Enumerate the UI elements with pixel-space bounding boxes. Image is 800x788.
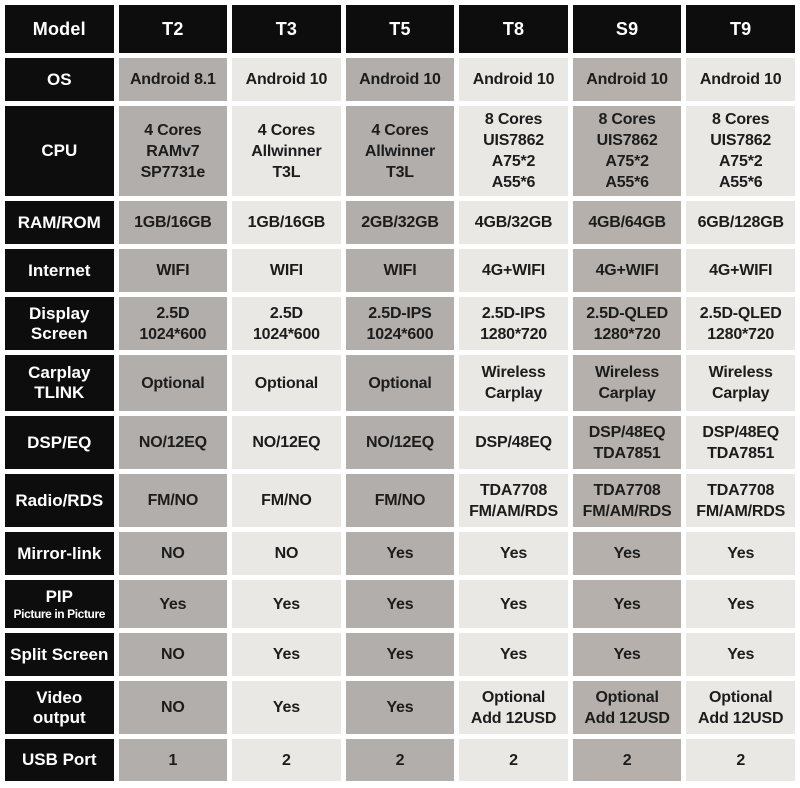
- cell-line: T3L: [386, 163, 414, 181]
- cell-t8-cpu: [459, 106, 568, 196]
- cell-t2-internet: [119, 249, 228, 292]
- cell-line: A55*6: [605, 174, 649, 191]
- cell-line: Wireless: [708, 364, 773, 381]
- cell-line: DSP/48EQ: [702, 423, 780, 441]
- cell-t8-video-output: [459, 681, 568, 734]
- spec-row-video-output: [5, 681, 795, 734]
- cell-s9-cpu: [573, 106, 682, 196]
- cell-line: UIS7862: [710, 132, 772, 149]
- row-label-line: Split Screen: [10, 644, 109, 664]
- cell-line: RAMv7: [146, 142, 200, 160]
- row-label-dsp-eq: [5, 416, 114, 469]
- cell-line: 1024*600: [139, 325, 207, 343]
- cell-line: 4 Cores: [371, 121, 429, 139]
- cell-line: Yes: [272, 646, 300, 663]
- cell-t3-usb-port: [232, 739, 341, 781]
- model-header-t8: T8: [459, 5, 568, 53]
- spec-row-os: [5, 58, 795, 101]
- cell-line: Optional: [595, 688, 659, 706]
- cell-t8-carplay-tlink: [459, 355, 568, 411]
- cell-line: Optional: [368, 374, 432, 392]
- cell-line: 4 Cores: [144, 121, 202, 139]
- cell-line: FM/NO: [374, 492, 426, 509]
- cell-line: Yes: [272, 595, 300, 613]
- model-header-t3: T3: [232, 5, 341, 53]
- cell-s9-video-output: [573, 681, 682, 734]
- cell-line: 1GB/16GB: [134, 214, 212, 231]
- cell-t2-carplay-tlink: [119, 355, 228, 411]
- row-label-line: USB Port: [21, 750, 97, 769]
- model-header-t5: T5: [346, 5, 455, 53]
- cell-line: TDA7851: [593, 444, 661, 462]
- cell-line: Add 12USD: [470, 709, 557, 727]
- cell-line: 1GB/16GB: [247, 214, 326, 231]
- cell-s9-ram-rom: [573, 201, 682, 244]
- cell-t5-radio-rds: [346, 474, 455, 527]
- cell-t9-usb-port: [686, 739, 795, 781]
- cell-line: Carplay: [484, 385, 543, 402]
- cell-line: 2.5D-IPS: [368, 304, 432, 322]
- row-label-display-screen: [5, 297, 114, 350]
- cell-t3-mirror-link: [232, 532, 341, 575]
- cell-line: T3L: [272, 163, 301, 181]
- cell-t9-mirror-link: [686, 532, 795, 575]
- cell-s9-display-screen: [573, 297, 682, 350]
- spec-row-dsp-eq: [5, 416, 795, 469]
- table-body: [5, 58, 795, 781]
- cell-line: Carplay: [598, 385, 656, 402]
- cell-t5-mirror-link: [346, 532, 455, 575]
- cell-line: NO/12EQ: [252, 434, 321, 451]
- header-model-label: Model: [5, 5, 114, 53]
- cell-t9-ram-rom: [686, 201, 795, 244]
- cell-t2-os: [119, 58, 228, 101]
- cell-t8-mirror-link: [459, 532, 568, 575]
- cell-line: 2.5D-IPS: [481, 304, 546, 322]
- cell-t5-video-output: [346, 681, 455, 734]
- cell-t2-split-screen: [119, 633, 228, 676]
- cell-line: Allwinner: [251, 142, 322, 160]
- spec-row-pip-picture-in-picture: [5, 580, 795, 628]
- cell-line: Android 10: [586, 71, 668, 88]
- cell-t9-video-output: [686, 681, 795, 734]
- cell-t9-carplay-tlink: [686, 355, 795, 411]
- row-label-line: Mirror-link: [17, 543, 102, 563]
- cell-t2-pip-picture-in-picture: [119, 580, 228, 628]
- cell-line: A75*2: [605, 153, 649, 170]
- cell-line: Optional: [481, 688, 546, 706]
- cell-t5-cpu: [346, 106, 455, 196]
- cell-line: 2: [282, 751, 291, 769]
- row-label-line: Screen: [30, 323, 88, 343]
- row-label-line: output: [32, 707, 86, 727]
- cell-line: 4G+WIFI: [709, 262, 773, 279]
- spec-row-internet: [5, 249, 795, 292]
- cell-line: Yes: [386, 595, 414, 613]
- cell-line: Yes: [727, 545, 755, 562]
- row-label-pip-picture-in-picture: [5, 580, 114, 628]
- cell-line: 1: [168, 751, 178, 769]
- cell-line: Yes: [386, 646, 414, 663]
- row-label-line: DSP/EQ: [27, 432, 92, 452]
- cell-line: TDA7708: [479, 481, 548, 499]
- cell-line: Android 10: [699, 71, 782, 88]
- cell-line: WIFI: [156, 262, 190, 279]
- cell-line: A75*2: [718, 153, 763, 170]
- row-label-line: RAM/ROM: [17, 212, 101, 232]
- cell-t8-ram-rom: [459, 201, 568, 244]
- cell-line: Yes: [613, 545, 641, 562]
- cell-line: DSP/48EQ: [588, 423, 666, 441]
- cell-line: A75*2: [491, 153, 536, 170]
- cell-line: NO/12EQ: [138, 434, 207, 451]
- row-label-line: CPU: [41, 141, 78, 160]
- cell-t3-ram-rom: [232, 201, 341, 244]
- cell-t3-dsp-eq: [232, 416, 341, 469]
- cell-line: A55*6: [718, 174, 763, 191]
- cell-t3-video-output: [232, 681, 341, 734]
- cell-line: 8 Cores: [598, 111, 656, 128]
- cell-line: NO: [274, 545, 299, 562]
- cell-line: 2.5D: [269, 304, 303, 322]
- cell-line: Yes: [727, 595, 755, 613]
- cell-line: SP7731e: [140, 163, 206, 181]
- model-header-t2: T2: [119, 5, 228, 53]
- cell-line: NO: [161, 646, 185, 663]
- cell-line: 6GB/128GB: [697, 214, 784, 231]
- cell-line: A55*6: [491, 174, 536, 191]
- cell-t9-pip-picture-in-picture: [686, 580, 795, 628]
- row-label-mirror-link: [5, 532, 114, 575]
- cell-line: 4GB/64GB: [588, 214, 666, 231]
- cell-line: NO/12EQ: [365, 434, 434, 451]
- cell-t9-internet: [686, 249, 795, 292]
- cell-t8-dsp-eq: [459, 416, 568, 469]
- row-label-line: TLINK: [34, 383, 85, 402]
- cell-line: Yes: [500, 595, 528, 613]
- spec-row-cpu: [5, 106, 795, 196]
- cell-line: 4G+WIFI: [595, 262, 659, 279]
- cell-t5-dsp-eq: [346, 416, 455, 469]
- cell-line: 2.5D-QLED: [586, 304, 668, 322]
- cell-t9-radio-rds: [686, 474, 795, 527]
- cell-line: 1280*720: [593, 325, 661, 343]
- cell-line: Android 10: [472, 71, 555, 88]
- spec-row-ram-rom: [5, 201, 795, 244]
- cell-line: Optional: [709, 688, 773, 706]
- cell-line: WIFI: [383, 262, 417, 279]
- cell-s9-split-screen: [573, 633, 682, 676]
- cell-s9-os: [573, 58, 682, 101]
- cell-line: TDA7708: [593, 481, 661, 499]
- spec-row-radio-rds: [5, 474, 795, 527]
- cell-line: DSP/48EQ: [475, 434, 552, 451]
- cell-line: 1024*600: [252, 325, 320, 343]
- cell-t3-carplay-tlink: [232, 355, 341, 411]
- cell-line: FM/NO: [261, 492, 312, 509]
- cell-line: Allwinner: [364, 142, 436, 160]
- model-header-t9: T9: [686, 5, 795, 53]
- cell-t5-internet: [346, 249, 455, 292]
- row-label-cpu: [5, 106, 114, 196]
- cell-t9-display-screen: [686, 297, 795, 350]
- row-label-carplay-tlink: [5, 355, 114, 411]
- row-label-line: Carplay: [28, 363, 91, 382]
- cell-t8-usb-port: [459, 739, 568, 781]
- cell-line: 2: [395, 751, 405, 769]
- cell-t9-os: [686, 58, 795, 101]
- cell-line: UIS7862: [483, 132, 544, 149]
- cell-line: 2: [509, 751, 518, 769]
- cell-line: Optional: [254, 374, 319, 392]
- cell-line: WIFI: [269, 262, 303, 279]
- cell-t2-radio-rds: [119, 474, 228, 527]
- cell-line: NO: [161, 699, 185, 716]
- cell-line: FM/AM/RDS: [582, 502, 672, 520]
- cell-line: 2.5D: [156, 304, 190, 322]
- cell-t2-display-screen: [119, 297, 228, 350]
- model-header-s9: S9: [573, 5, 682, 53]
- row-label-line: PIP: [45, 586, 73, 606]
- cell-line: 2: [736, 751, 746, 769]
- cell-t8-os: [459, 58, 568, 101]
- row-label-os: [5, 58, 114, 101]
- cell-line: Yes: [613, 646, 641, 663]
- row-label-usb-port: [5, 739, 114, 781]
- cell-t3-os: [232, 58, 341, 101]
- cell-t8-internet: [459, 249, 568, 292]
- cell-t8-pip-picture-in-picture: [459, 580, 568, 628]
- cell-t2-mirror-link: [119, 532, 228, 575]
- cell-s9-dsp-eq: [573, 416, 682, 469]
- cell-t3-radio-rds: [232, 474, 341, 527]
- spec-row-display-screen: [5, 297, 795, 350]
- cell-line: FM/NO: [147, 492, 199, 509]
- cell-line: 1280*720: [707, 325, 775, 343]
- spec-row-mirror-link: [5, 532, 795, 575]
- cell-s9-carplay-tlink: [573, 355, 682, 411]
- cell-t5-carplay-tlink: [346, 355, 455, 411]
- cell-line: Wireless: [481, 364, 546, 381]
- cell-s9-mirror-link: [573, 532, 682, 575]
- cell-line: Yes: [159, 595, 187, 613]
- row-label-line: Internet: [28, 260, 91, 280]
- row-label-line: Radio/RDS: [15, 490, 104, 510]
- cell-t3-cpu: [232, 106, 341, 196]
- row-label-line: Display: [29, 303, 90, 323]
- cell-t9-split-screen: [686, 633, 795, 676]
- cell-line: 8 Cores: [484, 111, 543, 128]
- cell-line: TDA7851: [707, 444, 775, 462]
- cell-t8-radio-rds: [459, 474, 568, 527]
- row-label-video-output: [5, 681, 114, 734]
- cell-t3-display-screen: [232, 297, 341, 350]
- cell-line: Optional: [141, 374, 205, 392]
- cell-line: Yes: [386, 545, 414, 562]
- cell-line: NO: [161, 545, 185, 562]
- cell-line: Android 10: [359, 71, 441, 88]
- cell-t2-cpu: [119, 106, 228, 196]
- cell-line: 4G+WIFI: [482, 262, 546, 279]
- cell-t5-split-screen: [346, 633, 455, 676]
- cell-line: Yes: [386, 699, 414, 716]
- cell-line: Yes: [613, 595, 641, 613]
- cell-s9-radio-rds: [573, 474, 682, 527]
- cell-t8-display-screen: [459, 297, 568, 350]
- cell-line: 4 Cores: [257, 121, 316, 139]
- row-label-ram-rom: [5, 201, 114, 244]
- cell-t9-dsp-eq: [686, 416, 795, 469]
- cell-line: 2: [622, 751, 632, 769]
- cell-t3-split-screen: [232, 633, 341, 676]
- cell-t2-video-output: [119, 681, 228, 734]
- cell-line: 1024*600: [366, 325, 434, 343]
- cell-line: Add 12USD: [584, 709, 670, 727]
- header-row: [5, 5, 795, 53]
- cell-t5-usb-port: [346, 739, 455, 781]
- cell-t2-dsp-eq: [119, 416, 228, 469]
- cell-line: Yes: [272, 699, 300, 716]
- cell-line: Yes: [727, 646, 755, 663]
- row-label-internet: [5, 249, 114, 292]
- cell-s9-pip-picture-in-picture: [573, 580, 682, 628]
- cell-line: 8 Cores: [712, 111, 770, 128]
- table-header: [5, 5, 795, 53]
- cell-line: Android 10: [245, 71, 328, 88]
- cell-s9-internet: [573, 249, 682, 292]
- cell-line: TDA7708: [707, 481, 775, 499]
- cell-s9-usb-port: [573, 739, 682, 781]
- cell-t3-internet: [232, 249, 341, 292]
- spec-row-split-screen: [5, 633, 795, 676]
- row-label-line: Video: [36, 687, 83, 707]
- cell-line: 2.5D-QLED: [699, 304, 782, 322]
- cell-t5-pip-picture-in-picture: [346, 580, 455, 628]
- cell-t5-display-screen: [346, 297, 455, 350]
- cell-t8-split-screen: [459, 633, 568, 676]
- cell-t3-pip-picture-in-picture: [232, 580, 341, 628]
- row-label-line: Picture in Picture: [13, 606, 106, 621]
- cell-line: 4GB/32GB: [474, 214, 553, 231]
- cell-t2-usb-port: [119, 739, 228, 781]
- cell-line: FM/AM/RDS: [696, 502, 786, 520]
- cell-line: Carplay: [712, 385, 770, 402]
- cell-line: Android 8.1: [129, 71, 216, 88]
- cell-line: Yes: [500, 646, 528, 663]
- cell-line: Add 12USD: [698, 709, 784, 727]
- cell-line: 1280*720: [480, 325, 547, 343]
- cell-line: Yes: [500, 545, 528, 562]
- cell-t9-cpu: [686, 106, 795, 196]
- cell-t2-ram-rom: [119, 201, 228, 244]
- cell-line: Wireless: [595, 364, 660, 381]
- row-label-line: OS: [47, 69, 72, 89]
- row-label-split-screen: [5, 633, 114, 676]
- row-label-radio-rds: [5, 474, 114, 527]
- cell-t5-ram-rom: [346, 201, 455, 244]
- cell-line: UIS7862: [596, 132, 658, 149]
- cell-t5-os: [346, 58, 455, 101]
- spec-row-usb-port: [5, 739, 795, 781]
- cell-line: 2GB/32GB: [361, 214, 439, 231]
- cell-line: FM/AM/RDS: [469, 502, 558, 520]
- spec-row-carplay-tlink: [5, 355, 795, 411]
